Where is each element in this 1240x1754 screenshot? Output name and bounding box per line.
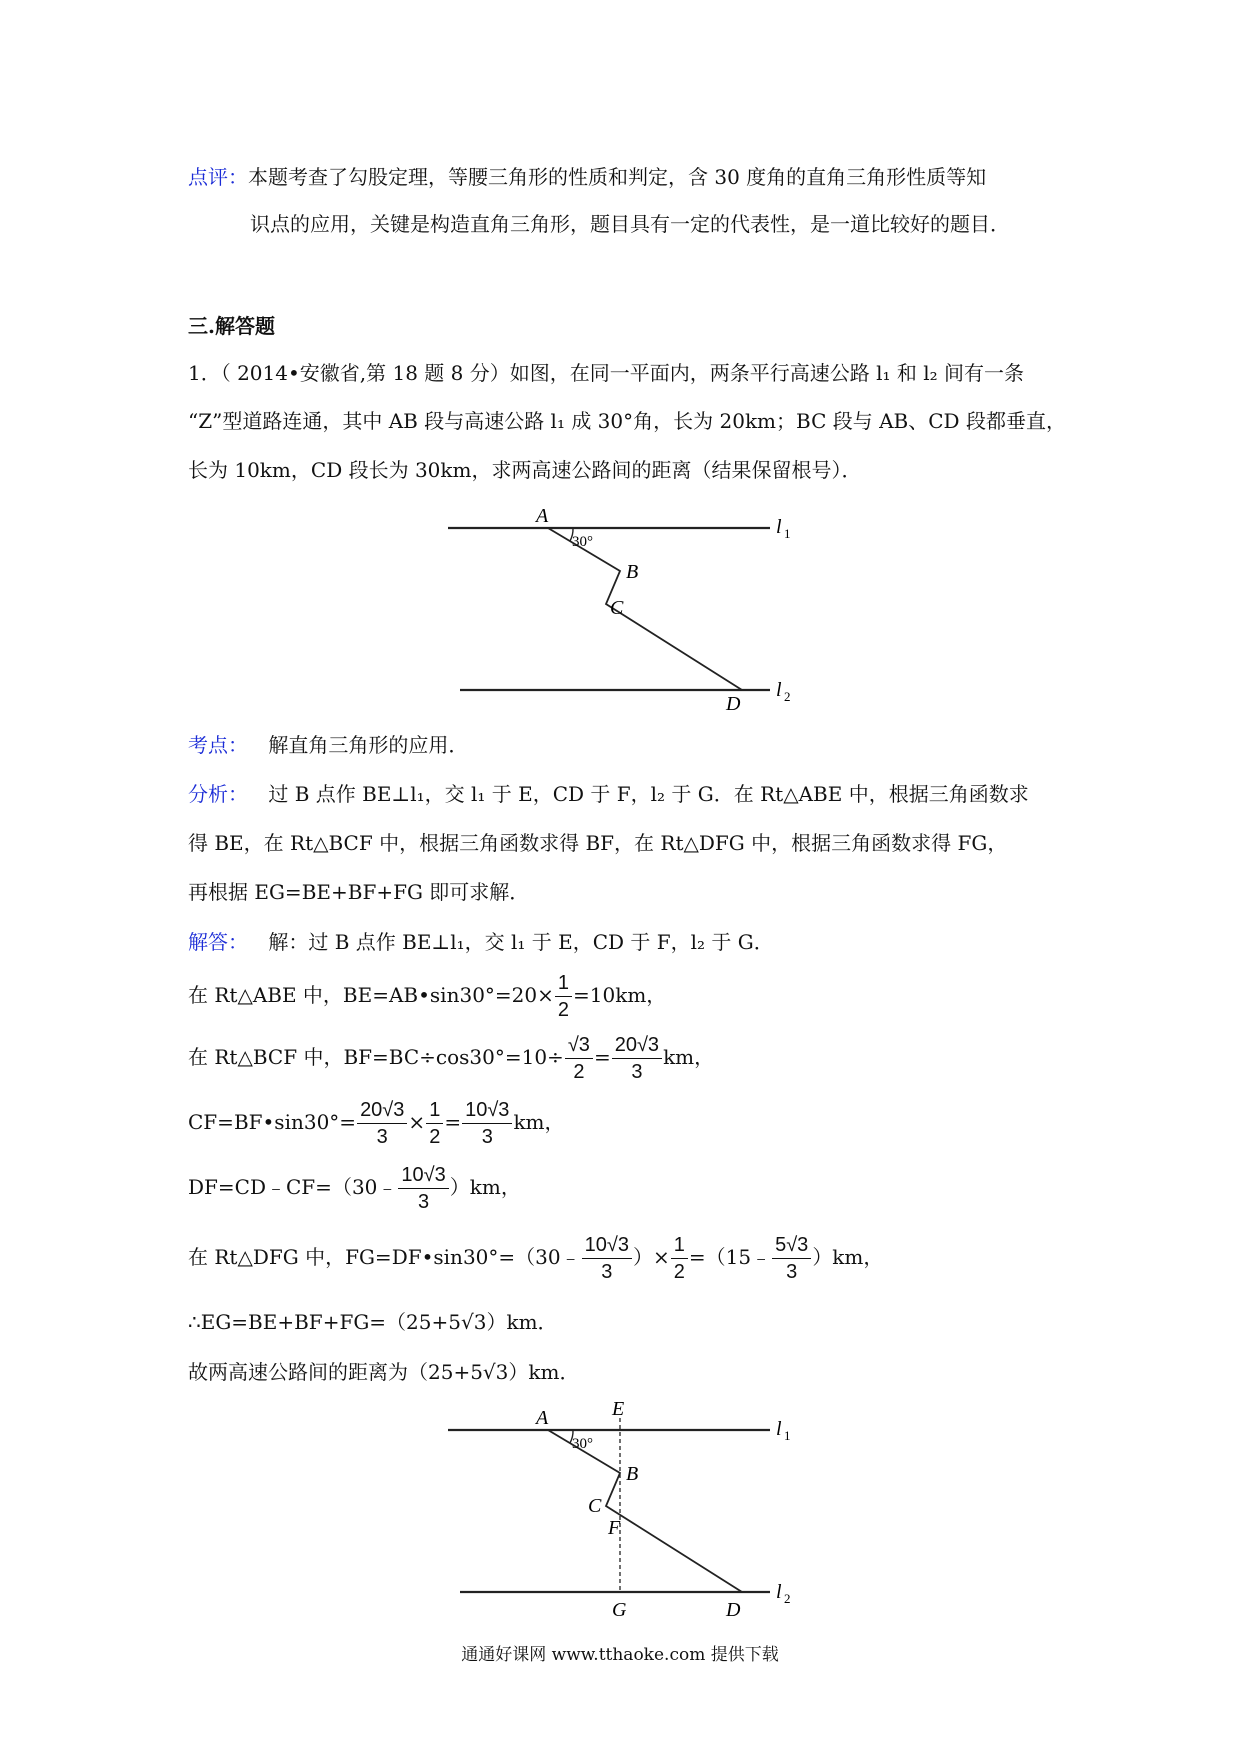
review-paragraph: [188, 164, 986, 190]
eq2-equals: =: [593, 1045, 611, 1069]
eq5-prefix: 在 Rt△DFG 中，FG=DF•sin30°=（30﹣: [188, 1245, 581, 1269]
eq4-fraction: [398, 1162, 448, 1215]
eq5-suffix: ）km，: [812, 1245, 884, 1269]
eq2-fraction-2: [612, 1032, 662, 1085]
kaodian-text: 解直角三角形的应用．: [268, 733, 469, 757]
eq2-denominator-2: 3: [631, 1061, 643, 1083]
footer-text: 通通好课网 www.tthaoke.com 提供下载: [461, 1645, 779, 1665]
section-title: 三.解答题: [188, 314, 275, 338]
eq3-fraction-2: [426, 1097, 443, 1150]
equation-1: [188, 970, 666, 1023]
label-l1-sub: 1: [784, 1428, 791, 1443]
figure-2-diagram: [440, 1400, 810, 1625]
label-E: E: [612, 1400, 625, 1420]
fenxi-line-3: 再根据 EG=BE+BF+FG 即可求解．: [188, 880, 530, 904]
label-B: B: [626, 1463, 639, 1485]
label-C: C: [610, 597, 624, 619]
eq2-denominator-1: 2: [573, 1061, 585, 1083]
eq3-suffix: km，: [513, 1110, 565, 1134]
eq3-denominator-2: 2: [429, 1126, 441, 1148]
eq3-equals: =: [444, 1110, 462, 1134]
label-C: C: [588, 1495, 602, 1517]
eq2-fraction-1: [565, 1032, 593, 1085]
eq3-numerator-3: 10√3: [462, 1097, 512, 1124]
label-l1-sub: 1: [784, 526, 791, 541]
review-line-2: 识点的应用，关键是构造直角三角形，题目具有一定的代表性，是一道比较好的题目．: [250, 212, 1010, 236]
jieda-label: 解答：: [188, 930, 248, 954]
z-road-path: [548, 1430, 742, 1592]
equation-2: [188, 1032, 714, 1085]
review-line-1: 本题考查了勾股定理，等腰三角形的性质和判定，含 30 度角的直角三角形性质等知: [248, 165, 987, 189]
problem-line-3: 长为 10km，CD 段长为 30km，求两高速公路间的距离（结果保留根号）．: [188, 458, 862, 482]
label-l2: l: [776, 1581, 782, 1603]
eq3-prefix: CF=BF•sin30°=: [188, 1110, 357, 1134]
kaodian-row: [188, 732, 468, 758]
label-l2-sub: 2: [784, 1591, 791, 1606]
eq3-denominator-3: 3: [481, 1126, 493, 1148]
eq3-fraction-1: [357, 1097, 407, 1150]
eq3-numerator-2: 1: [426, 1097, 443, 1124]
jieda-row: [188, 929, 774, 955]
eq2-numerator-1: √3: [565, 1032, 593, 1059]
label-l1: l: [776, 516, 782, 538]
label-G: G: [612, 1599, 627, 1621]
eq4-denominator: 3: [418, 1191, 430, 1213]
label-D: D: [726, 1599, 741, 1621]
kaodian-label: 考点：: [188, 733, 248, 757]
eq5-numerator-3: 5√3: [772, 1232, 811, 1259]
label-l1: l: [776, 1418, 782, 1440]
fenxi-row: [188, 781, 1029, 807]
angle-label: 30°: [572, 534, 593, 550]
fenxi-line-2: 得 BE，在 Rt△BCF 中，根据三角函数求得 BF，在 Rt△DFG 中，根据三角函数求得 FG，: [188, 831, 1008, 855]
eq5-denominator-2: 2: [673, 1261, 685, 1283]
eq1-fraction: [555, 970, 572, 1023]
eq5-denominator-1: 3: [601, 1261, 613, 1283]
label-A: A: [536, 505, 549, 527]
label-l2: l: [776, 679, 782, 701]
conclusion-line: 故两高速公路间的距离为（25+5√3）km．: [188, 1360, 580, 1384]
fenxi-label: 分析：: [188, 782, 248, 806]
eq4-prefix: DF=CD﹣CF=（30﹣: [188, 1175, 398, 1199]
equation-4: [188, 1162, 521, 1215]
eq5-fraction-1: [582, 1232, 632, 1285]
eq5-equals: =（15﹣: [688, 1245, 772, 1269]
eq5-fraction-2: [671, 1232, 688, 1285]
review-label: 点评：: [188, 165, 248, 189]
eq1-suffix: =10km，: [573, 983, 667, 1007]
equation-3: [188, 1097, 565, 1150]
eq1-denominator: 2: [557, 999, 570, 1021]
eq5-denominator-3: 3: [786, 1261, 798, 1283]
label-F: F: [608, 1517, 621, 1539]
label-l2-sub: 2: [784, 689, 791, 704]
eq4-numerator: 10√3: [398, 1162, 448, 1189]
eq5-times: ）×: [632, 1245, 670, 1269]
problem-line-1: 1．（ 2014•安徽省,第 18 题 8 分）如图，在同一平面内，两条平行高速公路 l₁ 和 l₂ 间有一条: [188, 361, 1024, 385]
eq1-numerator: 1: [555, 970, 572, 997]
equation-6: ∴EG=BE+BF+FG=（25+5√3）km．: [188, 1310, 558, 1334]
eq3-times: ×: [408, 1110, 426, 1134]
eq4-suffix: ）km，: [449, 1175, 521, 1199]
fenxi-line-1: 过 B 点作 BE⊥l₁，交 l₁ 于 E，CD 于 F，l₂ 于 G．在 Rt△ABE 中，根据三角函数求: [268, 782, 1029, 806]
jieda-line-1: 解：过 B 点作 BE⊥l₁，交 l₁ 于 E，CD 于 F，l₂ 于 G．: [268, 930, 774, 954]
eq2-numerator-2: 20√3: [612, 1032, 662, 1059]
eq1-prefix: 在 Rt△ABE 中，BE=AB•sin30°=20×: [188, 983, 554, 1007]
angle-label: 30°: [572, 1436, 593, 1452]
figure-1-diagram: [440, 498, 810, 713]
z-road-path: [548, 528, 742, 690]
eq3-denominator-1: 3: [376, 1126, 388, 1148]
eq5-fraction-3: [772, 1232, 811, 1285]
eq2-prefix: 在 Rt△BCF 中，BF=BC÷cos30°=10÷: [188, 1045, 564, 1069]
label-B: B: [626, 561, 639, 583]
eq3-numerator-1: 20√3: [357, 1097, 407, 1124]
equation-5: [188, 1232, 883, 1285]
eq2-suffix: km，: [663, 1045, 715, 1069]
label-A: A: [536, 1407, 549, 1429]
problem-line-2: “Z”型道路连通，其中 AB 段与高速公路 l₁ 成 30°角，长为 20km；BC 段与 AB、CD 段都垂直，: [188, 409, 1066, 433]
eq3-fraction-3: [462, 1097, 512, 1150]
eq5-numerator-2: 1: [671, 1232, 688, 1259]
label-D: D: [726, 693, 741, 713]
eq5-numerator-1: 10√3: [582, 1232, 632, 1259]
